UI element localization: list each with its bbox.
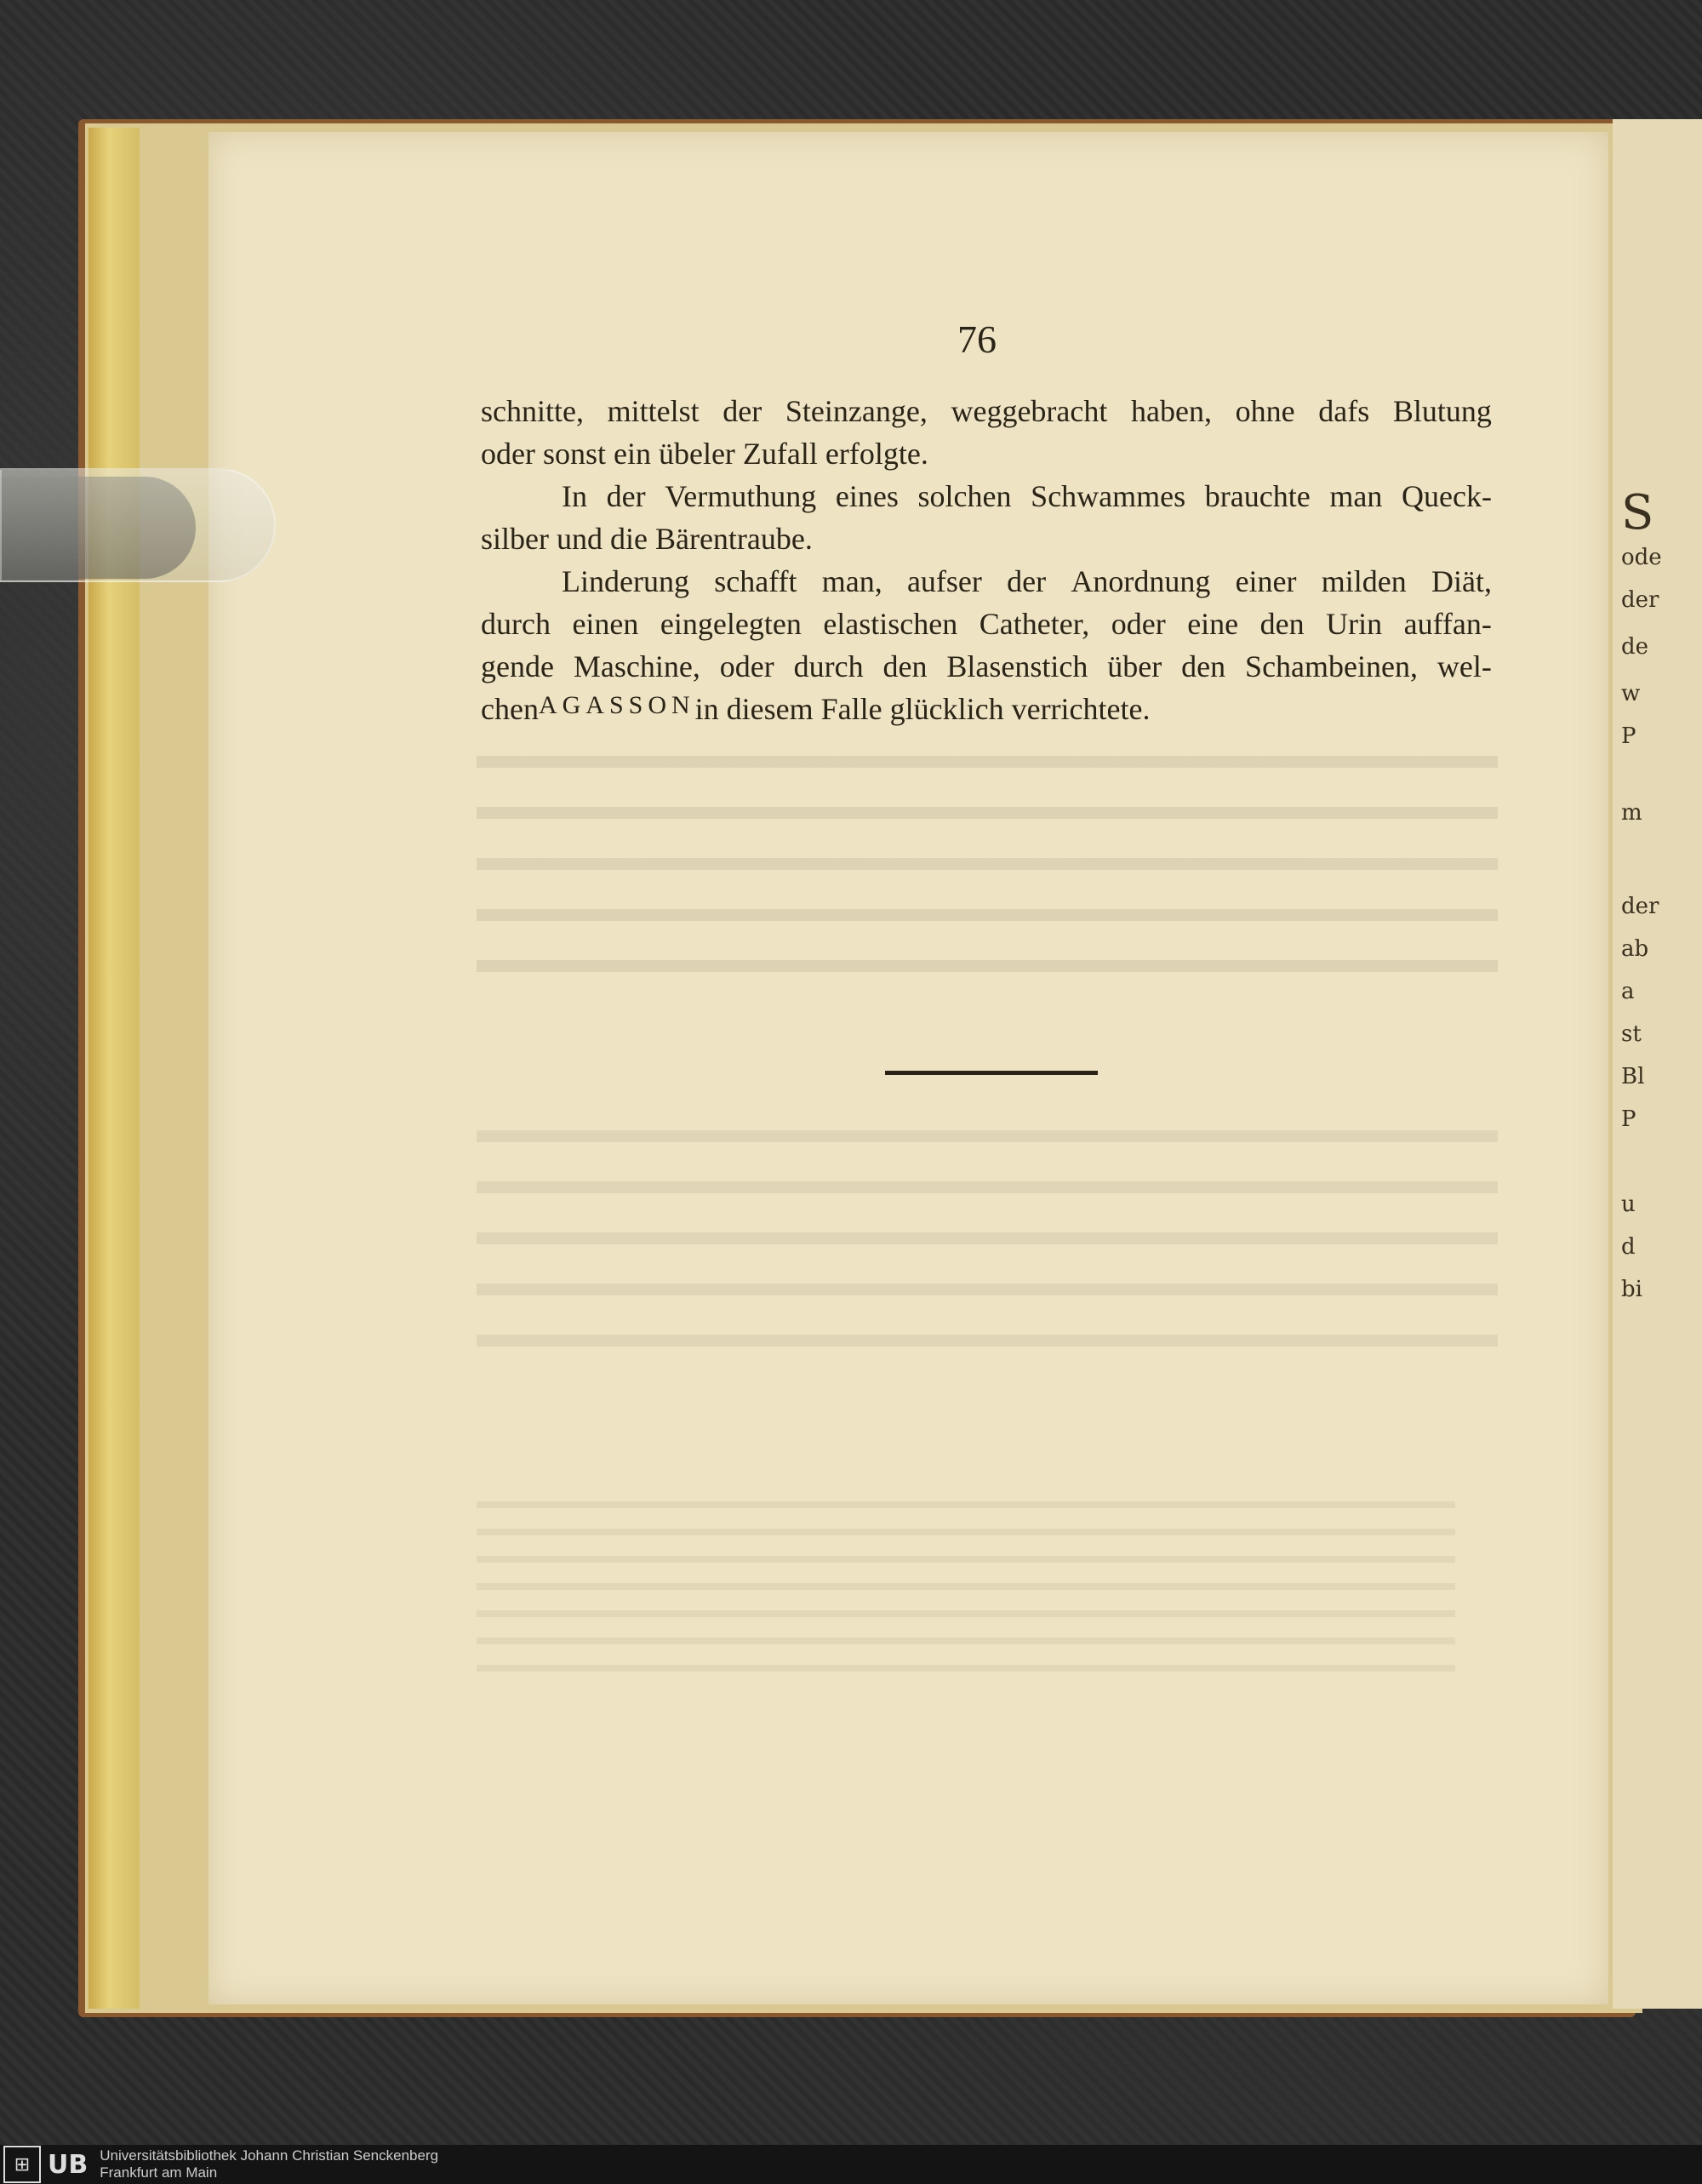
word: ohne [1235,394,1295,428]
facing-page-fragment: a [1621,979,1635,1004]
text-line [481,649,1492,684]
word: durch [481,607,551,641]
word: solchen [917,479,1012,513]
word: man, [821,564,882,598]
word: man [1329,479,1383,513]
bleed-through-text [477,732,1498,987]
word: Vermuthung [665,479,817,513]
facing-page-fragment: d [1621,1234,1636,1260]
word: Schwammes [1031,479,1186,513]
facing-page-fragment: de [1621,634,1649,660]
word: schafft [714,564,797,598]
word: auffan- [1403,607,1492,641]
person-name: AGASSON [538,691,695,719]
facing-page-fragment: P [1621,723,1636,749]
word: brauchte [1204,479,1311,513]
facing-page-fragment: u [1621,1192,1636,1217]
word: den [1181,649,1226,683]
word: Blutung [1392,394,1492,428]
word: schnitte, [481,394,584,428]
facing-page-fragment: der [1621,587,1659,613]
bleed-through-footnotes [477,1489,1455,1685]
facing-page-fragment: S [1621,485,1654,540]
facing-page-fragment: st [1621,1021,1642,1047]
section-rule [885,1071,1098,1075]
word: aufser [906,564,982,598]
word: Steinzange, [785,394,928,428]
word: oder [1111,607,1166,641]
library-logo-text: UB [48,2149,89,2180]
facing-page-fragment: bi [1621,1277,1642,1302]
word: einer [1235,564,1297,598]
word: wel- [1436,649,1492,683]
text-line [481,393,1492,429]
word: elastischen [823,607,958,641]
word: milden [1321,564,1407,598]
text-line: silber und die Bärentraube. [481,522,813,556]
institution-name: Universitätsbibliothek Johann Christian Senckenberg [100,2147,439,2164]
library-logo-icon: ⊞ [3,2146,41,2183]
word: Diät, [1431,564,1492,598]
text-line: oder sonst ein übeler Zufall erfolgte. [481,437,928,471]
word: oder [719,649,774,683]
word: über [1107,649,1162,683]
word: dafs [1318,394,1370,428]
word: Linderung [562,564,689,598]
facing-page-fragment: P [1621,1106,1636,1132]
word: einen [572,607,639,641]
word: Urin [1326,607,1383,641]
word: eine [1187,607,1239,641]
word: Maschine, [573,649,700,683]
word: der [1007,564,1047,598]
word: der [606,479,646,513]
word: der [722,394,762,428]
word: haben, [1131,394,1212,428]
word: den [882,649,928,683]
word: In [562,479,587,513]
facing-page-fragment: ode [1621,545,1662,570]
text-line [481,691,1492,727]
facing-page-fragment: w [1621,681,1641,706]
word: eines [835,479,899,513]
word: durch [793,649,864,683]
text-line [481,606,1492,642]
facing-page-fragment: m [1621,800,1642,826]
facing-page-fragment: ab [1621,936,1649,962]
word: Catheter, [979,607,1090,641]
word: chen [481,692,539,726]
word: Schambeinen, [1245,649,1418,683]
word: gende [481,649,554,683]
facing-page-fragment: der [1621,894,1659,919]
word: mittelst [607,394,700,428]
page-number: 76 [957,317,997,361]
bleed-through-text [477,1106,1498,1362]
word: Queck- [1402,479,1492,513]
word: den [1259,607,1305,641]
footer-bar [0,2145,1702,2184]
word: Anordnung [1071,564,1211,598]
facing-page-edge [1613,119,1702,2009]
page-gilt-edge [89,128,140,2009]
word: weggebracht [951,394,1108,428]
page-clip [0,468,276,582]
word: eingelegten [660,607,802,641]
text-line [481,478,1492,514]
institution-city: Frankfurt am Main [100,2164,218,2181]
text-line [481,563,1492,599]
word: in diesem Falle glücklich verrichtete. [694,692,1151,726]
word: Blasenstich [946,649,1088,683]
footer-credit [100,2147,438,2181]
facing-page-fragment: Bl [1621,1064,1645,1089]
